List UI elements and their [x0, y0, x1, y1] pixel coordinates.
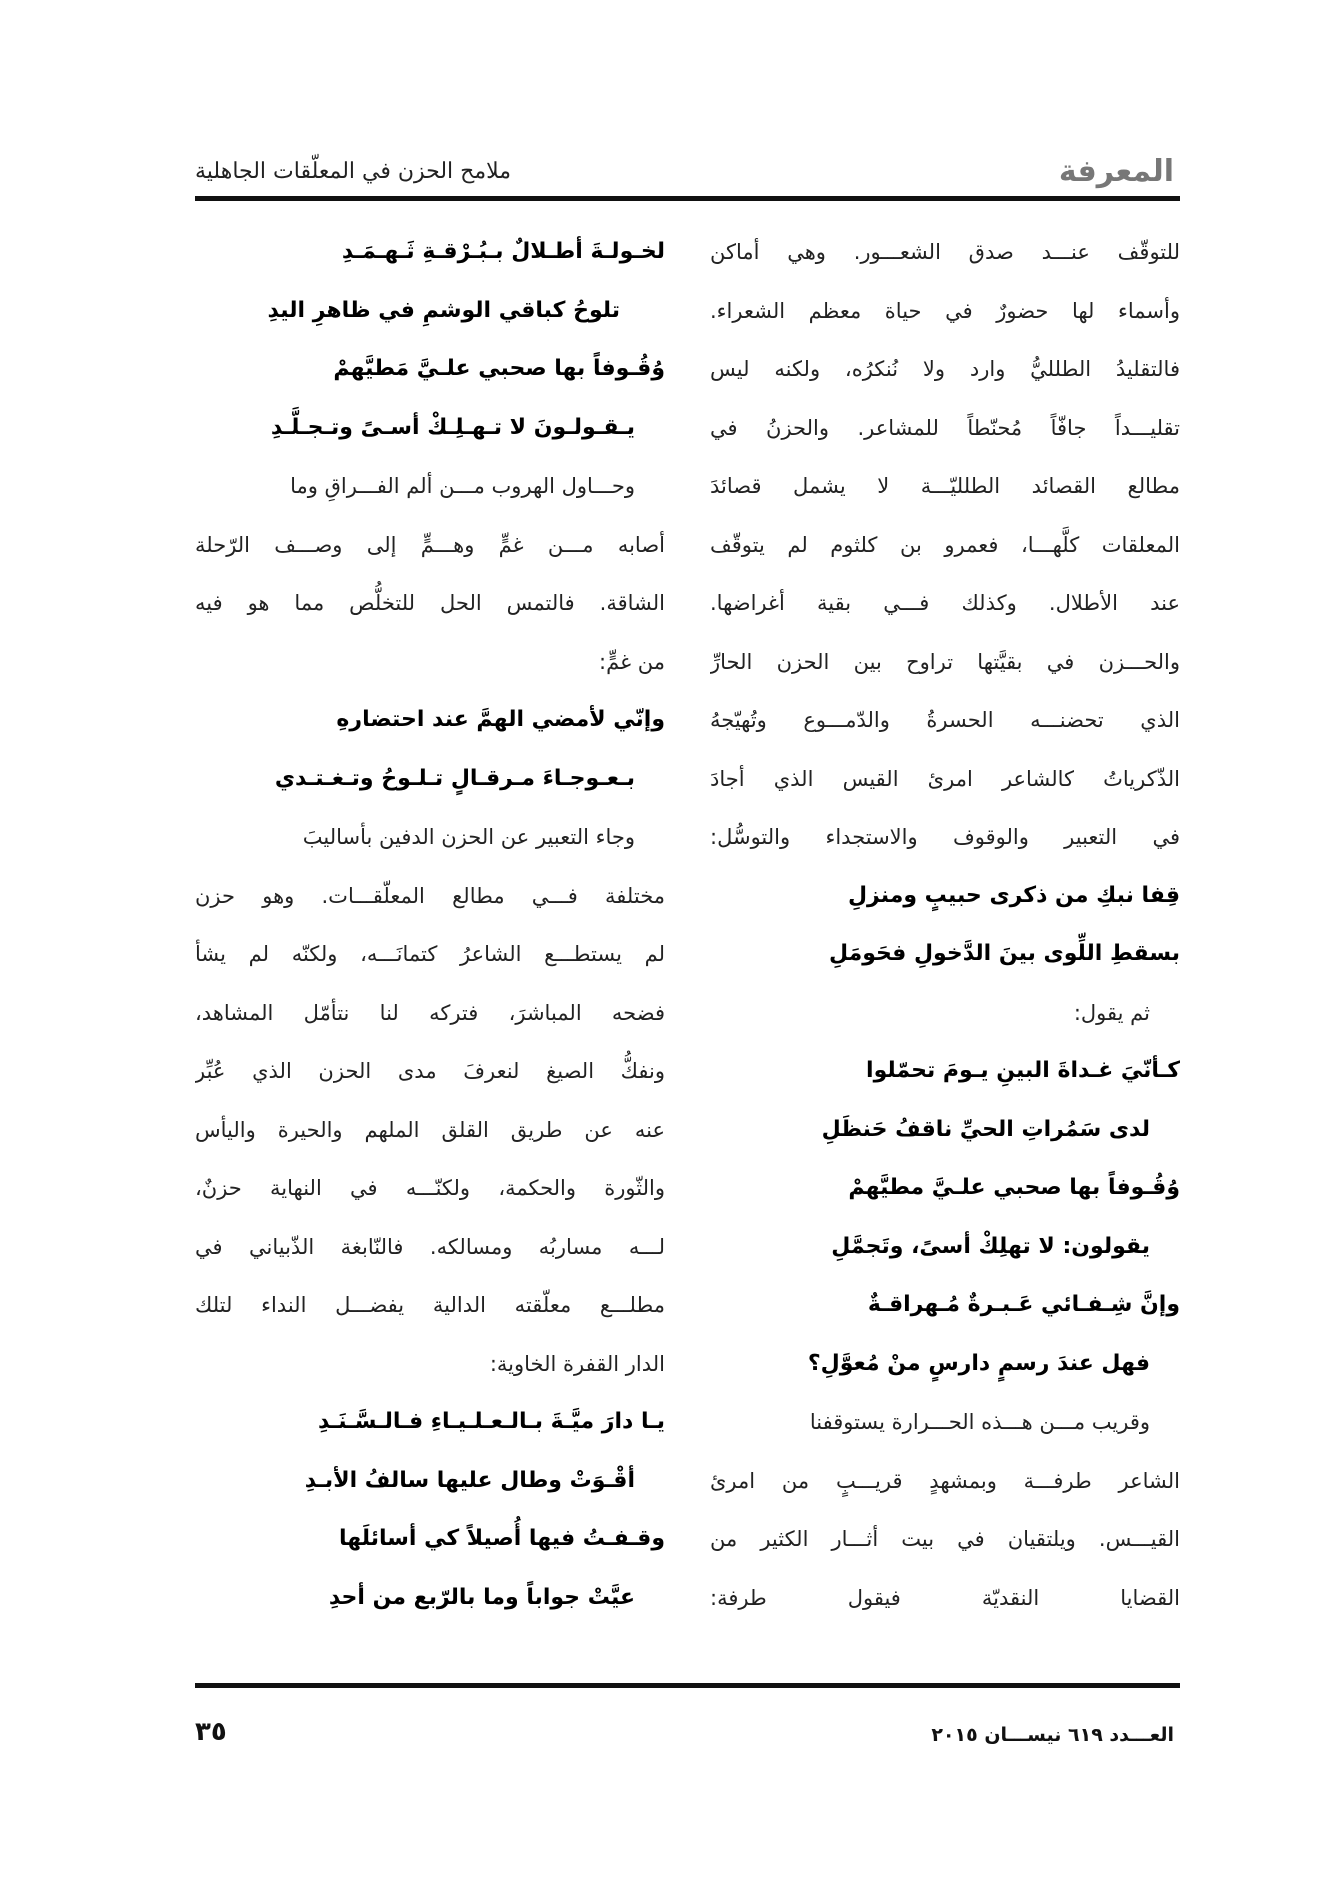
header-rule — [195, 196, 1180, 201]
verse-line: كـأنّيَ غـداةَ البينِ يـومَ تحمّلوا — [866, 1058, 1180, 1083]
verse-line: بـعـوجـاءَ مـرقـالٍ تـلـوحُ وتـغـتـدي — [274, 765, 635, 791]
text-line: لم يستطـــع الشاعرُ كتمانَـــه، ولكنّه لم يشأ — [195, 942, 665, 966]
verse-line: قِفا نبكِ من ذكرى حبيبٍ ومنزلِ — [847, 882, 1180, 908]
text-line: من غمٍّ: — [599, 649, 665, 674]
text-line: المعلقات كلَّهـــا، فعمرو بن كلثوم لم يتوقّف — [710, 532, 1180, 557]
issue-info: العـــدد ٦١٩ نيســـان ٢٠١٥ — [931, 1724, 1174, 1746]
verse-line: وإنّي لأمضي الهمَّ عند احتضارهِ — [336, 707, 665, 732]
verse-line: يـقـولـونَ لا تـهـلِـكْ أسـىً وتـجـلَّـدِ — [270, 414, 635, 440]
text-line: أصابه مـــن غمٍّ وهـــمٍّ إلى وصـــف الرّحلة — [195, 532, 665, 557]
verse-line: وُقُـوفاً بها صحبي علـيَّ مَطيَّهمْ — [333, 356, 665, 381]
text-line: القضايا النقديّة فيقول طرفة: — [710, 1585, 1180, 1610]
running-title: ملامح الحزن في المعلّقات الجاهلية — [195, 159, 512, 184]
verse-line: يـا دارَ ميَّـةَ بـالـعـلـيـاءِ فـالـسَّـنَـدِ — [318, 1409, 665, 1434]
text-line: فضحه المباشرَ، فتركه لنا نتأمّل المشاهد، — [195, 1000, 665, 1025]
footer-rule — [195, 1683, 1180, 1688]
left-column — [195, 223, 665, 1663]
text-line: الذّكرياتُ كالشاعر امرئ القيس الذي أجادَ — [710, 766, 1180, 791]
text-line: والحـــزن في بقيَّتها تراوح بين الحزن الحارِّ — [710, 649, 1180, 674]
text-line: مطالع القصائد الطلليّـــة لا يشمل قصائدَ — [710, 474, 1180, 498]
text-line: مطلـــع معلّقته الدالية يفضـــل النداء لتلك — [195, 1293, 665, 1317]
text-line: عنه عن طريق القلق الملهم والحيرة واليأس — [195, 1117, 665, 1142]
text-line: وجاء التعبير عن الحزن الدفين بأساليبَ — [302, 825, 635, 849]
right-column — [710, 223, 1180, 1663]
verse-line: وإنَّ شِـفـائي عَـبـرةٌ مُـهراقـةٌ — [867, 1292, 1180, 1317]
text-line: وأسماء لها حضورٌ في حياة معظم الشعراء. — [710, 298, 1180, 323]
verse-line: لدى سَمُراتِ الحيِّ ناقفُ حَنظَلِ — [821, 1116, 1150, 1142]
page-number: ٣٥ — [195, 1717, 227, 1747]
verse-line: وقـفـتُ فيها أُصيلاً كي أسائلَها — [338, 1526, 665, 1551]
verse-line: وُقُـوفاً بها صحبي علـيَّ مطيَّهمْ — [848, 1175, 1180, 1200]
text-line: ثم يقول: — [1073, 1000, 1150, 1025]
text-line: الذي تحضنـــه الحسرةُ والدّمـــوع وتُهيّجهُ — [710, 708, 1180, 732]
magazine-logo: المعرفة — [1058, 154, 1174, 189]
verse-line: لخـولـةَ أطـلالٌ بـبُـرْقـةِ ثَـهـمَـدِ — [341, 239, 665, 264]
text-line: القيـــس. ويلتقيان في بيت أثـــار الكثير من — [710, 1527, 1180, 1551]
text-line: والثّورة والحكمة، ولكنّـــه في النهاية حزنٌ، — [195, 1176, 665, 1200]
text-line: مختلفة فـــي مطالع المعلّقـــات. وهو حزن — [195, 883, 665, 908]
text-line: وحـــاول الهروب مـــن ألم الفـــراقِ وما — [290, 474, 635, 498]
verse-line: بسقطِ اللِّوى بينَ الدَّخولِ فحَومَلِ — [828, 941, 1180, 966]
text-line: في التعبير والوقوف والاستجداء والتوسُّل: — [710, 825, 1180, 849]
verse-line: عيَّتْ جواباً وما بالرّبع من أحدِ — [328, 1584, 635, 1610]
text-line: وقريب مـــن هـــذه الحـــرارة يستوقفنا — [809, 1410, 1150, 1434]
text-line: تقليـــداً جافّاً مُحنّطاً للمشاعر. والحزنُ في — [710, 415, 1180, 440]
text-line: الشاقة. فالتمس الحل للتخلُّص مما هو فيه — [195, 591, 665, 615]
verse-line: أقْـوَتْ وطال عليها سالفُ الأبـدِ — [304, 1467, 635, 1493]
verse-line: فهل عندَ رسمٍ دارسٍ منْ مُعوَّلِ؟ — [807, 1350, 1150, 1376]
text-line: الدار القفرة الخاوية: — [489, 1351, 665, 1376]
text-line: فالتقليدُ الطلليُّ وارد ولا نُنكرُه، ولكنه ليس — [710, 357, 1180, 381]
text-line: الشاعر طرفـــة وبمشهدٍ قريـــبٍ من امرئ — [710, 1468, 1180, 1493]
text-line: للتوقّف عنـــد صدق الشعـــور. وهي أماكن — [710, 240, 1180, 264]
verse-line: يقولون: لا تهلِكْ أسىً، وتَجمَّلِ — [831, 1233, 1150, 1259]
text-line: عند الأطلال. وكذلك فـــي بقية أغراضها. — [710, 591, 1180, 615]
text-line: لـــه مساربُه ومسالكه. فالنّابغة الذّبياني في — [195, 1234, 665, 1259]
verse-line: تلوحُ كباقي الوشمِ في ظاهرِ اليدِ — [267, 297, 620, 323]
text-line: ونفكُّ الصيغ لنعرفَ مدى الحزن الذي عُبِّر — [195, 1059, 665, 1083]
